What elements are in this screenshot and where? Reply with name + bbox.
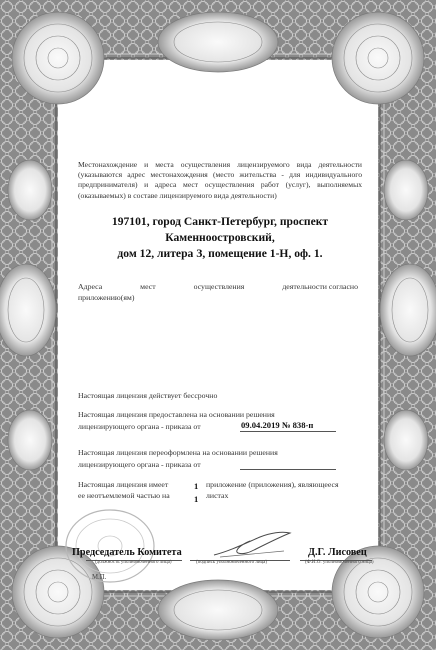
- reissue-underline: [240, 469, 336, 470]
- activity-word: осуществления: [193, 282, 245, 291]
- appendix-line-2-start: ее неотъемлемой частью на: [78, 491, 170, 500]
- validity-text: Настоящая лицензия действует бессрочно: [78, 391, 218, 400]
- chair-name: Д.Г. Лисовец: [308, 547, 367, 558]
- activity-places-caption: [78, 281, 358, 303]
- activity-word: мест: [140, 282, 156, 291]
- name-caption: (Ф.И.О. уполномоченного лица): [305, 560, 374, 565]
- basis-line-2: лицензирующего органа - приказа от: [78, 421, 201, 431]
- chair-caption: (должность уполномоченного лица): [95, 560, 172, 565]
- license-address: [74, 214, 366, 262]
- activity-word: деятельности согласно: [282, 282, 358, 291]
- seal-caption: М.П.: [92, 574, 107, 581]
- signature-caption: (подпись уполномоченного лица): [196, 560, 268, 565]
- sheet-count: 1: [194, 494, 199, 504]
- appendix-line-1-start: Настоящая лицензия имеет: [78, 480, 169, 489]
- reissue-line-1: Настоящая лицензия переоформлена на основании решения: [78, 448, 278, 457]
- reissue-caption: [78, 447, 318, 470]
- appendix-line-1-end: приложение (приложения), являющееся: [206, 480, 339, 489]
- reissue-line-2: лицензирующего органа - приказа от: [78, 459, 201, 469]
- appendix-line-2-end: листах: [206, 491, 229, 500]
- signature-mark: [210, 527, 294, 561]
- appendix-count: 1: [194, 481, 199, 491]
- basis-underline: [240, 431, 336, 432]
- activity-caption-line-2: приложению(ям): [78, 293, 135, 302]
- basis-date-number: 09.04.2019 № 838-п: [241, 420, 314, 430]
- activity-word: Адреса: [78, 282, 103, 291]
- official-seal: [62, 506, 158, 586]
- location-caption: Местонахождение и места осуществления лицензируемого вида деятельности (указываются адрес местонахождения (место жительства - для индивидуального предпринимателя) и адреса мест осуществления работ (услуг), выполняемых (оказываемых) в составе лицензируемого вида деятельности): [78, 160, 362, 200]
- address-line-2: дом 12, литера З, помещение 1-Н, оф. 1.: [117, 247, 323, 260]
- chair-title: Председатель Комитета: [72, 547, 182, 558]
- basis-line-1: Настоящая лицензия предоставлена на основании решения: [78, 410, 275, 419]
- address-line-1: 197101, город Санкт-Петербург, проспект Каменноостровский,: [111, 215, 329, 244]
